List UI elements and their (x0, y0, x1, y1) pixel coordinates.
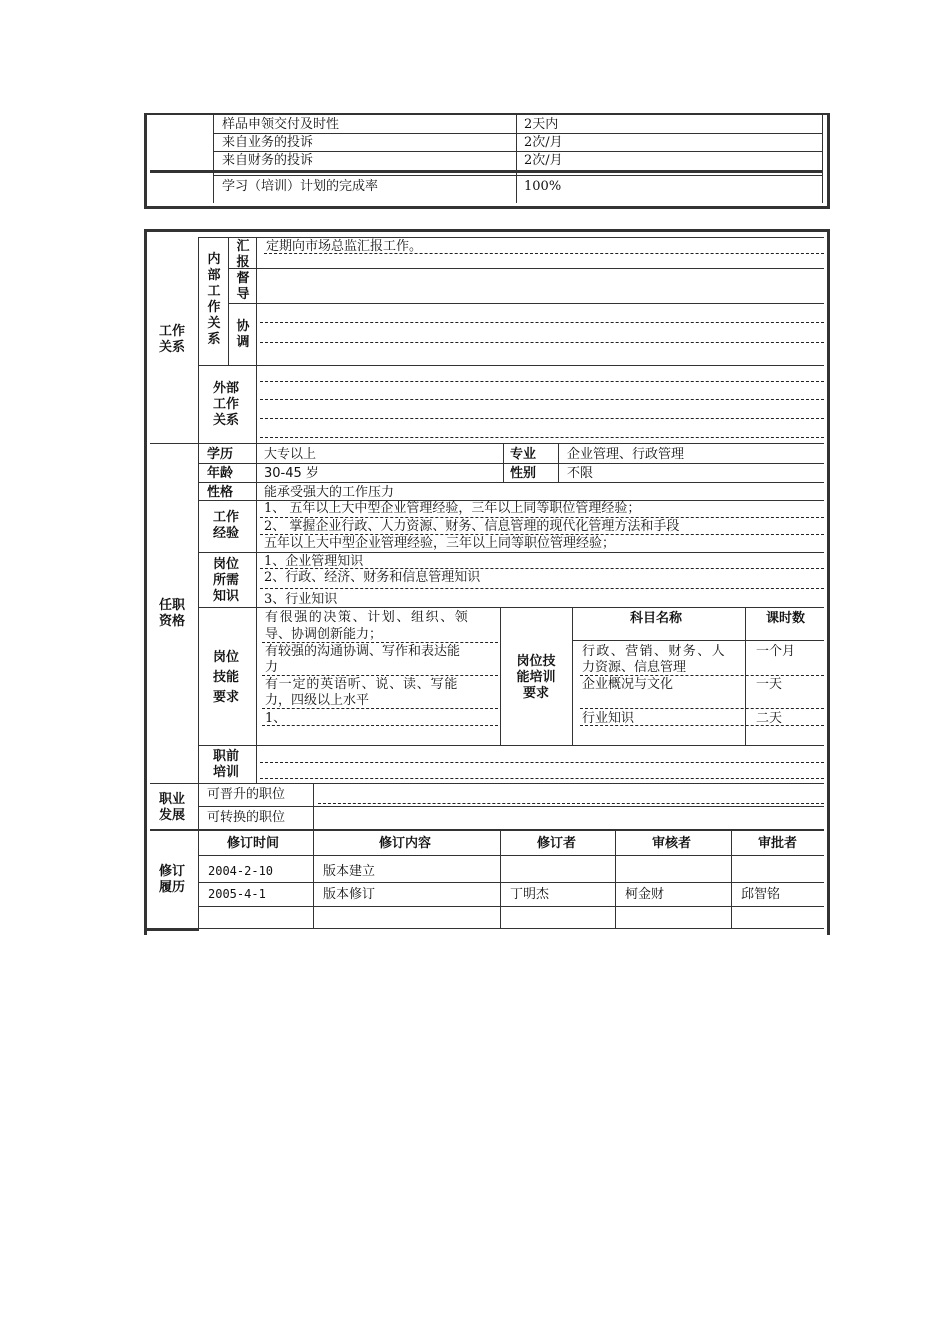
pre-training-label: 职前培训 (212, 749, 239, 780)
experience-line: 2、 掌握企业行政、人力资源、财务、信息管理的现代化管理方法和手段 (264, 519, 680, 534)
major-label: 专业 (510, 447, 537, 462)
knowledge-line: 2、行政、经济、财务和信息管理知识 (264, 570, 481, 585)
training-hours: 一个月 (756, 644, 796, 659)
work-relations-label: 工作关系 (158, 324, 185, 355)
revision-header: 审核者 (652, 836, 692, 851)
kpi-item: 学习（培训）计划的完成率 (222, 179, 379, 194)
training-subject: 力资源、信息管理 (582, 660, 687, 675)
revision-cell: 柯金财 (625, 887, 665, 902)
experience-line: 五年以上大中型企业管理经验，三年以上同等职位管理经验； (264, 536, 616, 551)
promotable-label: 可晋升的职位 (207, 787, 286, 802)
coordinate-label: 协调 (236, 319, 250, 350)
knowledge-line: 3、行业知识 (264, 592, 338, 607)
training-head-hours: 课时数 (766, 611, 806, 626)
training-req-label: 岗位技能培训要求 (516, 654, 556, 701)
revision-header: 审批者 (758, 836, 798, 851)
kpi-target: 2次/月 (524, 135, 563, 150)
skill-line: 有较强的沟通协调、写作和表达能 (265, 644, 461, 659)
skills-label: 岗位技能要求 (212, 650, 239, 705)
training-subject: 行业知识 (582, 711, 635, 726)
revision-cell: 2005-4-1 (208, 887, 266, 901)
experience-line: 1、 五年以上大中型企业管理经验，三年以上同等职位管理经验； (264, 501, 641, 516)
training-hours: 二天 (756, 711, 783, 726)
skill-line: 1、 (265, 711, 287, 726)
career-label: 职业发展 (158, 792, 185, 823)
kpi-target: 2天内 (524, 117, 559, 132)
internal-relations-label: 内部工作关系 (207, 252, 221, 347)
training-hours: 一天 (756, 677, 783, 692)
experience-label: 工作经验 (212, 510, 239, 541)
training-subject: 行政、营销、财务、人 (582, 644, 727, 659)
personality-label: 性格 (207, 485, 234, 500)
personality-value: 能承受强大的工作压力 (264, 485, 395, 500)
knowledge-line: 1、企业管理知识 (264, 554, 364, 569)
training-subject: 企业概况与文化 (582, 677, 674, 692)
external-relations-label: 外部工作关系 (212, 381, 239, 428)
kpi-item: 来自财务的投诉 (222, 153, 314, 168)
revisions-label: 修订履历 (158, 864, 185, 895)
revision-cell: 2004-2-10 (208, 864, 274, 878)
revision-header: 修订者 (537, 836, 577, 851)
education-value: 大专以上 (264, 447, 317, 462)
training-head-subject: 科目名称 (630, 611, 683, 626)
revision-cell: 版本修订 (323, 887, 376, 902)
education-label: 学历 (207, 447, 234, 462)
qualifications-label: 任职资格 (158, 598, 185, 629)
gender-label: 性别 (510, 466, 537, 481)
report-label: 汇报 (236, 239, 250, 270)
skill-line: 导、协调创新能力； (265, 627, 383, 642)
skill-line: 有很强的决策、计划、组织、领 (265, 610, 470, 625)
gender-value: 不限 (567, 466, 594, 481)
age-label: 年龄 (207, 466, 234, 481)
report-text: 定期向市场总监汇报工作。 (266, 239, 423, 254)
revision-cell: 邱智铭 (741, 887, 781, 902)
revision-header: 修订时间 (227, 836, 280, 851)
kpi-target: 2次/月 (524, 153, 563, 168)
age-value: 30-45 岁 (264, 466, 319, 481)
kpi-target: 100% (524, 179, 562, 194)
major-value: 企业管理、行政管理 (567, 447, 685, 462)
kpi-item: 来自业务的投诉 (222, 135, 314, 150)
transferable-label: 可转换的职位 (207, 810, 286, 825)
supervise-label: 督导 (236, 271, 250, 302)
kpi-item: 样品申领交付及时性 (222, 117, 340, 132)
skill-line: 有一定的英语听、说、读、写能 (265, 677, 459, 692)
skill-line: 力 (265, 660, 279, 675)
revision-header: 修订内容 (379, 836, 432, 851)
skill-line: 力，四级以上水平 (265, 693, 370, 708)
revision-cell: 丁明杰 (510, 887, 550, 902)
knowledge-label: 岗位所需知识 (212, 557, 239, 604)
revision-cell: 版本建立 (323, 864, 376, 879)
